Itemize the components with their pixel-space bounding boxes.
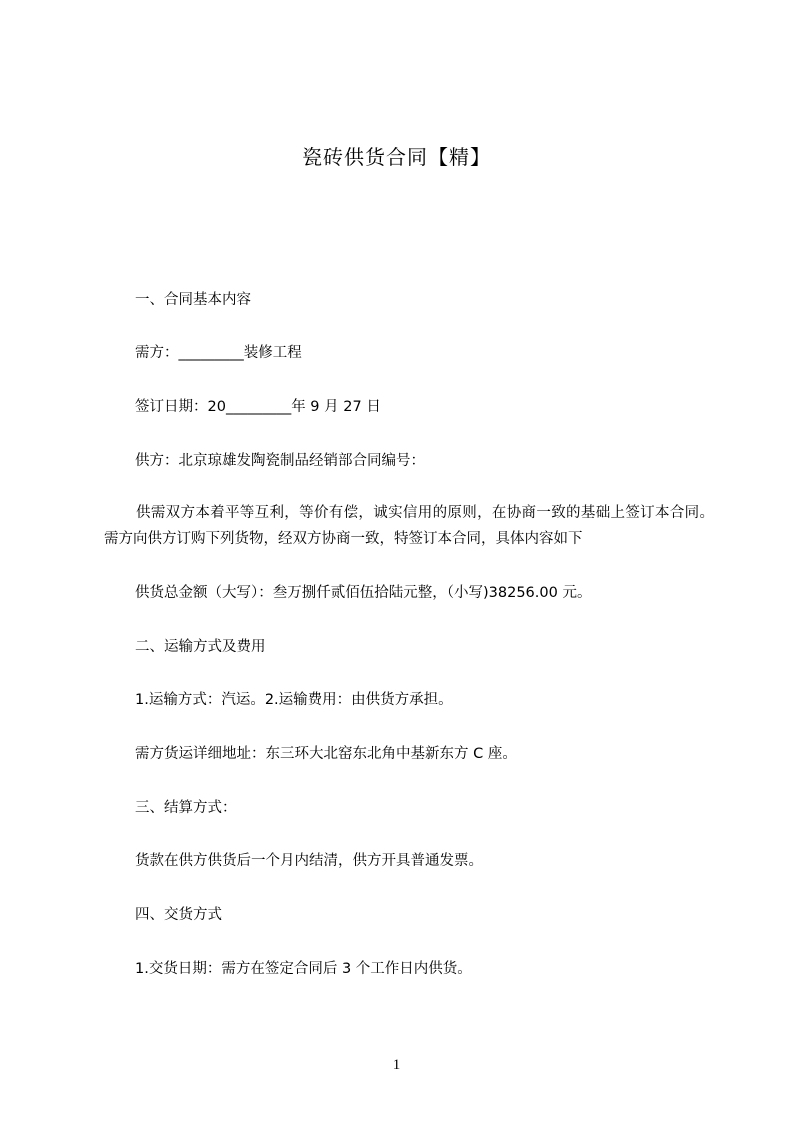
section-heading-delivery: 四、交货方式 bbox=[135, 907, 222, 923]
section-heading-basic-content: 一、合同基本内容 bbox=[135, 292, 251, 308]
page-number: 1 bbox=[392, 1057, 401, 1073]
transport-terms-line: 1.运输方式：汽运。2.运输费用：由供货方承担。 bbox=[135, 692, 453, 708]
settlement-terms-line: 货款在供方供货后一个月内结清，供方开具普通发票。 bbox=[135, 853, 483, 869]
contract-preamble-paragraph: 供需双方本着平等互利，等价有偿，诚实信用的原则，在协商一致的基础上签订本合同。需方向供方订购下列货物，经双方协商一致，特签订本合同，具体内容如下 bbox=[104, 505, 714, 547]
document-title: 瓷砖供货合同【精】 bbox=[302, 145, 491, 169]
section-heading-settlement: 三、结算方式： bbox=[135, 800, 237, 816]
total-amount-line: 供货总金额（大写）：叁万捌仟贰佰伍拾陆元整，（小写)38256.00 元。 bbox=[135, 585, 592, 601]
buyer-line: 需方：_________装修工程 bbox=[135, 345, 302, 361]
signing-date-line: 签订日期：20_________年 9 月 27 日 bbox=[135, 399, 381, 415]
section-heading-transport: 二、运输方式及费用 bbox=[135, 639, 266, 655]
supplier-line: 供方：北京琼雄发陶瓷制品经销部合同编号： bbox=[135, 453, 425, 469]
delivery-address-line: 需方货运详细地址：东三环大北窑东北角中基新东方 C 座。 bbox=[135, 746, 517, 762]
delivery-date-line: 1.交货日期：需方在签定合同后 3 个工作日内供货。 bbox=[135, 961, 472, 977]
